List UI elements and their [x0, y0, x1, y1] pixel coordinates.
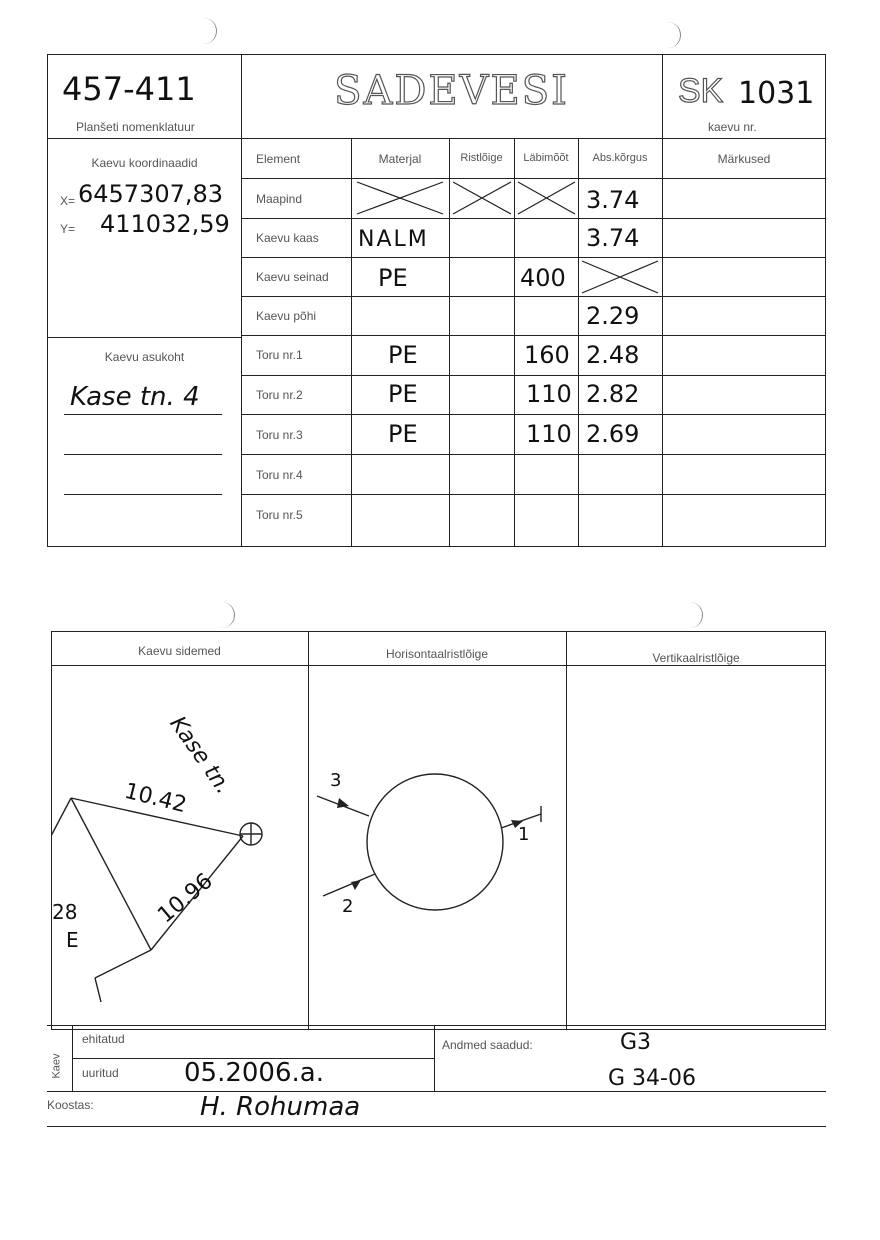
- street-label: Kase tn.: [164, 712, 236, 799]
- horizontal-label: Horisontaalristlõige: [385, 647, 489, 661]
- well-number-print: SK: [678, 72, 724, 110]
- punch-hole: [218, 602, 235, 628]
- col-header-diameter: Läbimõõt: [523, 152, 569, 164]
- coords-label: Kaevu koordinaadid: [91, 156, 198, 170]
- pipe-label: 2: [342, 896, 354, 917]
- row-label: Toru nr.3: [256, 428, 303, 442]
- well-number: 1031: [738, 76, 815, 111]
- cell-height: 2.29: [586, 302, 640, 330]
- row-label: Toru nr.5: [256, 508, 303, 522]
- cell-material: PE: [378, 264, 408, 292]
- row-label: Kaevu seinad: [256, 270, 329, 284]
- cell-diameter: 160: [524, 341, 570, 369]
- location-value: Kase tn. 4: [70, 382, 200, 412]
- cell-diameter: 400: [520, 264, 566, 292]
- cell-material: PE: [388, 341, 418, 369]
- well-label: kaevu nr.: [708, 120, 757, 134]
- col-header-height: Abs.kõrgus: [592, 152, 648, 164]
- cell-diameter: 110: [526, 420, 572, 448]
- house-label: E: [66, 928, 79, 952]
- house-label: 28: [52, 900, 78, 924]
- cell-material: PE: [388, 420, 418, 448]
- pipe-label: 3: [330, 770, 342, 791]
- col-header-section: Ristlõige: [460, 152, 503, 164]
- col-header-material: Materjal: [378, 152, 422, 166]
- y-coordinate: 411032,59: [100, 210, 230, 238]
- vertical-label: Vertikaalristlõige: [652, 651, 740, 665]
- crossed-cell: [578, 257, 662, 297]
- data-label: Andmed saadud:: [442, 1038, 533, 1052]
- cell-diameter: 110: [526, 380, 572, 408]
- cell-material: NALM: [358, 227, 429, 252]
- built-label: ehitatud: [82, 1032, 125, 1046]
- row-label: Toru nr.1: [256, 348, 303, 362]
- surveyed-label: uuritud: [82, 1066, 119, 1080]
- plan-number: 457-411: [62, 70, 196, 108]
- cell-height: 2.48: [586, 341, 640, 369]
- row-label: Toru nr.4: [256, 468, 303, 482]
- row-label: Kaevu kaas: [256, 231, 319, 245]
- data-value: G 34-06: [608, 1066, 696, 1091]
- col-header-element: Element: [256, 152, 301, 166]
- cell-height: 2.69: [586, 420, 640, 448]
- crossed-cells: [351, 178, 580, 218]
- pipe-label: 1: [518, 824, 530, 845]
- distance-label: 10.96: [153, 868, 218, 929]
- compiled-signature: H. Rohumaa: [200, 1092, 361, 1122]
- plan-label: Planšeti nomenklatuur: [76, 120, 195, 134]
- ties-label: Kaevu sidemed: [138, 644, 221, 658]
- side-label: Kaev: [50, 1053, 63, 1079]
- row-label: Toru nr.2: [256, 388, 303, 402]
- cell-height: 2.82: [586, 380, 640, 408]
- surveyed-value: 05.2006.a.: [184, 1058, 324, 1088]
- y-prefix: Y=: [60, 222, 76, 236]
- punch-hole: [200, 18, 217, 44]
- cell-material: PE: [388, 380, 418, 408]
- cell-height: 3.74: [586, 224, 640, 252]
- row-label: Maapind: [256, 192, 303, 206]
- distance-label: 10.42: [121, 778, 190, 819]
- data-value: G3: [620, 1030, 652, 1055]
- cell-height: 3.74: [586, 186, 640, 214]
- x-prefix: X=: [60, 194, 76, 208]
- col-header-notes: Märkused: [717, 152, 771, 166]
- compiled-label: Koostas:: [47, 1098, 94, 1112]
- row-label: Kaevu põhi: [256, 309, 317, 323]
- punch-hole: [686, 602, 703, 628]
- horizontal-section-sketch: [309, 666, 566, 1030]
- location-label: Kaevu asukoht: [104, 350, 185, 364]
- punch-hole: [664, 22, 681, 48]
- x-coordinate: 6457307,83: [78, 180, 224, 208]
- page-title: SADEVESI: [334, 68, 569, 114]
